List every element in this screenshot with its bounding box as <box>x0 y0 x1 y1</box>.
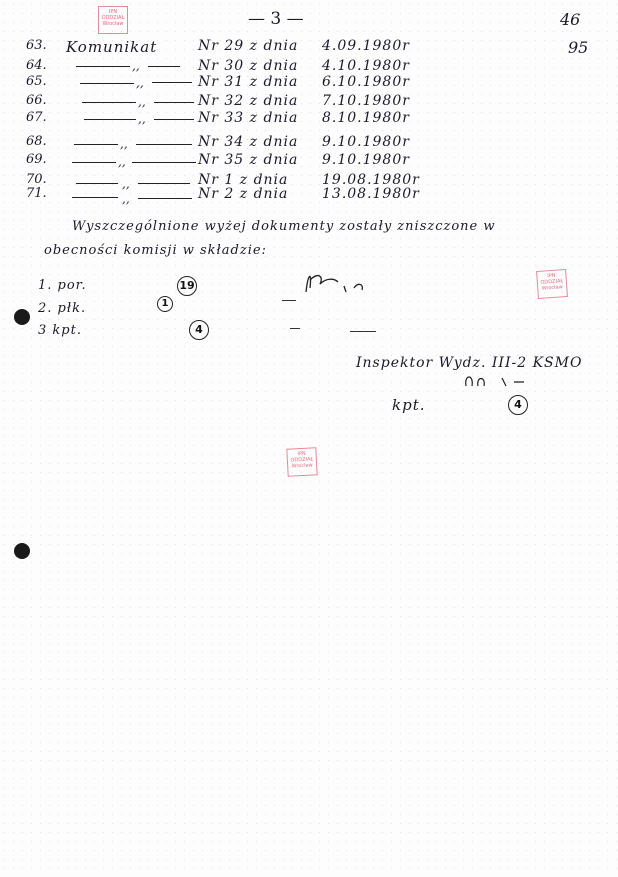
commission-member-2: 2. płk. <box>38 301 87 316</box>
page-number: — 3 — <box>248 9 304 29</box>
statement-line-2: obecności komisji w składzie: <box>44 243 267 258</box>
commission-member-3: 3 kpt. <box>38 323 82 338</box>
inspector-signature <box>462 372 532 388</box>
signature-stroke <box>282 300 296 301</box>
signature-stroke <box>350 331 376 332</box>
punch-hole-bottom <box>14 543 30 559</box>
archive-stamp: IPN ODDZIAŁ Wrocław <box>286 447 317 477</box>
list-item: 65. ,, Nr 31 z dnia 6.10.1980r <box>26 74 410 90</box>
circled-number: 1 <box>157 296 173 312</box>
list-item: 70. ,, Nr 1 z dnia 19.08.1980r <box>26 172 420 191</box>
punch-hole-top <box>14 309 30 325</box>
archive-stamp: IPN ODDZIAŁ Wrocław <box>536 269 568 299</box>
list-item: 66. ,, Nr 32 z dnia 7.10.1980r <box>26 93 410 109</box>
list-item: 63. Komunikat Nr 29 z dnia 4.09.1980r <box>26 38 410 56</box>
archive-stamp: IPN ODDZIAŁ Wrocław <box>98 6 128 34</box>
signature-stroke <box>290 328 300 329</box>
inspector-title: Inspektor Wydz. III-2 KSMO <box>356 355 583 371</box>
list-item: 67. ,, Nr 33 z dnia 8.10.1980r <box>26 110 410 126</box>
circled-number: 4 <box>189 320 209 340</box>
archive-folio-bottom: 95 <box>568 38 589 57</box>
list-item: 68. ,, Nr 34 z dnia 9.10.1980r <box>26 134 410 151</box>
list-item: 64. ,, Nr 30 z dnia 4.10.1980r <box>26 58 410 74</box>
archive-folio-top: 46 <box>560 10 581 29</box>
signature-scribble <box>296 262 376 302</box>
circled-number: 4 <box>508 395 528 415</box>
commission-member-1: 1. por. <box>38 278 87 293</box>
list-item: 69. ,, Nr 35 z dnia 9.10.1980r <box>26 152 410 169</box>
inspector-rank: kpt. <box>392 396 426 414</box>
statement-line-1: Wyszczególnione wyżej dokumenty zostały zniszczone w <box>72 219 496 234</box>
circled-number: 19 <box>177 276 197 296</box>
list-item: 71. ,, Nr 2 z dnia 13.08.1980r <box>26 186 420 206</box>
